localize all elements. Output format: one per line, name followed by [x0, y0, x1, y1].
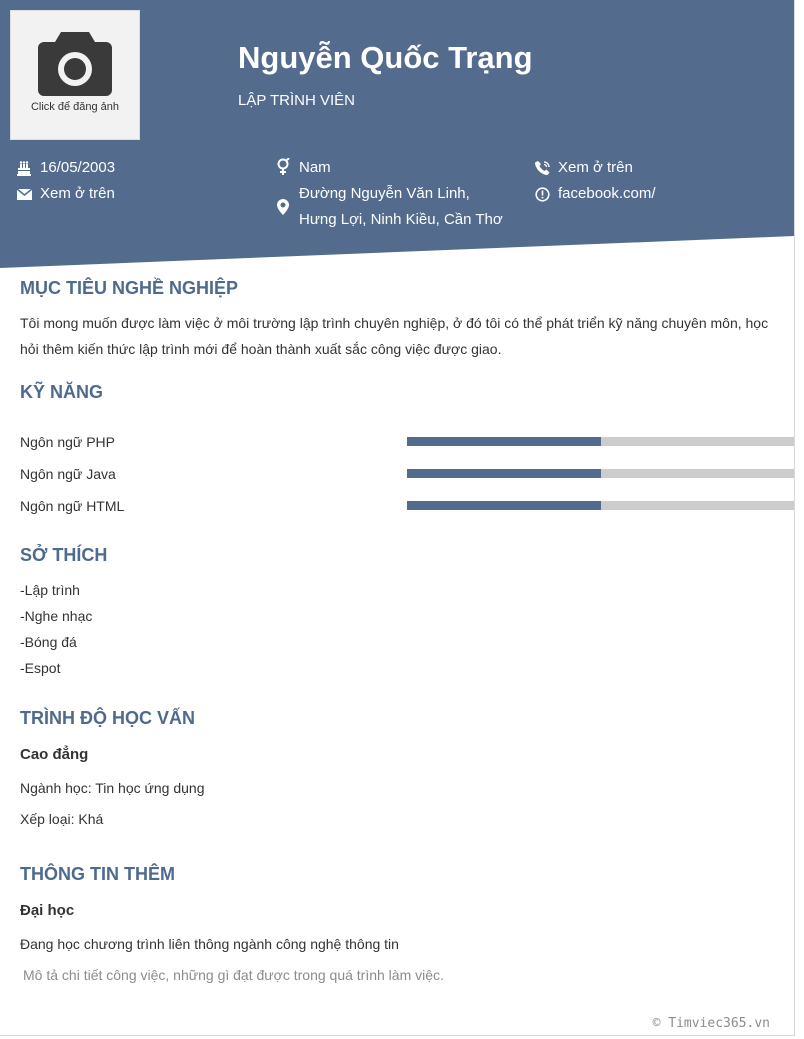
- skill-label-html[interactable]: Ngôn ngữ HTML: [20, 498, 125, 514]
- address-row: [275, 181, 525, 233]
- email-value[interactable]: Xem ở trên: [40, 185, 115, 202]
- gender-icon: [275, 159, 291, 175]
- website-row: [534, 181, 774, 207]
- hobby-item[interactable]: -Lập trình: [20, 582, 80, 598]
- gender-value[interactable]: Nam: [299, 159, 331, 176]
- avatar-label: Click để đăng ảnh: [30, 101, 120, 113]
- skill-fill: [407, 501, 601, 510]
- extra-heading[interactable]: Đại học: [20, 902, 75, 919]
- candidate-name[interactable]: Nguyễn Quốc Trạng: [238, 40, 533, 75]
- map-pin-icon: [275, 199, 291, 215]
- skill-label-java[interactable]: Ngôn ngữ Java: [20, 466, 116, 482]
- mail-icon: [16, 186, 32, 202]
- candidate-title[interactable]: LẬP TRÌNH VIÊN: [238, 92, 355, 109]
- skill-bar-java[interactable]: [407, 469, 794, 478]
- education-degree[interactable]: Cao đẳng: [20, 746, 89, 763]
- birthday-row: [16, 155, 236, 181]
- address-line-2[interactable]: Hưng Lợi, Ninh Kiều, Cần Thơ: [299, 211, 503, 228]
- hobby-item[interactable]: -Bóng đá: [20, 634, 77, 650]
- education-rank[interactable]: Xếp loại: Khá: [20, 811, 104, 827]
- extra-description-placeholder[interactable]: Mô tả chi tiết công việc, những gì đạt được trong quá trình làm việc.: [23, 967, 444, 983]
- email-row: [16, 181, 236, 207]
- extra-title: THÔNG TIN THÊM: [20, 864, 175, 884]
- objective-text[interactable]: Tôi mong muốn được làm việc ở môi trường lập trình chuyên nghiệp, ở đó tôi có thể phát triển kỹ năng chuyên môn, học hỏi thêm kiến thức lập trình mới để hoàn thành xuất sắc công việc được giao.: [20, 315, 769, 357]
- skill-label-php[interactable]: Ngôn ngữ PHP: [20, 434, 115, 450]
- objective-title: MỤC TIÊU NGHỀ NGHIỆP: [20, 278, 239, 298]
- extra-detail[interactable]: Đang học chương trình liên thông ngành công nghệ thông tin: [20, 936, 399, 952]
- info-icon: [534, 186, 550, 202]
- camera-icon: [36, 29, 114, 99]
- skills-title: KỸ NĂNG: [20, 382, 104, 402]
- education-title: TRÌNH ĐỘ HỌC VẤN: [20, 708, 195, 728]
- education-major[interactable]: Ngành học: Tin học ứng dụng: [20, 780, 205, 796]
- avatar-upload[interactable]: [10, 10, 140, 140]
- phone-row: [534, 155, 774, 181]
- phone-value[interactable]: Xem ở trên: [558, 159, 633, 176]
- address-line-1[interactable]: Đường Nguyễn Văn Linh,: [299, 185, 470, 202]
- skill-bar-php[interactable]: [407, 437, 794, 446]
- skill-bar-html[interactable]: [407, 501, 794, 510]
- birthday-value[interactable]: 16/05/2003: [40, 159, 116, 176]
- hobby-item[interactable]: -Nghe nhạc: [20, 608, 93, 624]
- skill-fill: [407, 437, 601, 446]
- cake-icon: [16, 160, 32, 176]
- skill-fill: [407, 469, 601, 478]
- hobbies-title: SỞ THÍCH: [20, 545, 108, 565]
- hobby-item[interactable]: -Espot: [20, 660, 61, 676]
- website-value[interactable]: facebook.com/: [558, 185, 656, 202]
- watermark: © Timviec365.vn: [652, 1016, 770, 1031]
- phone-icon: [534, 160, 550, 176]
- gender-row: [275, 155, 525, 181]
